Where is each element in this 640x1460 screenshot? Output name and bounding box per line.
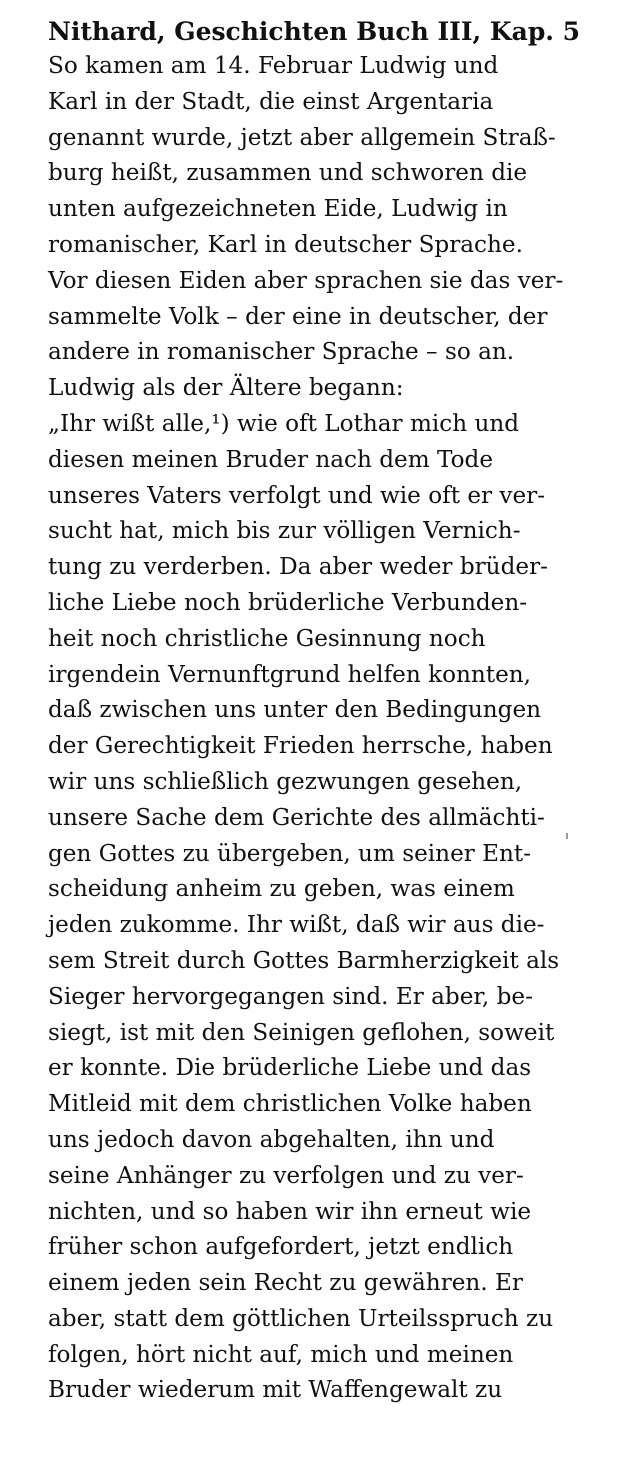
text-line: daß zwischen uns unter den Bedingungen	[48, 697, 542, 724]
page-heading: Nithard, Geschichten Buch III, Kap. 5	[48, 17, 581, 46]
text-line: sem Streit durch Gottes Barmherzigkeit als	[48, 947, 560, 974]
text-line: Vor diesen Eiden aber sprachen sie das ver-	[48, 267, 564, 294]
text-line: So kamen am 14. Februar Ludwig und	[48, 53, 499, 79]
text-line: er konnte. Die brüderliche Liebe und das	[48, 1055, 532, 1082]
text-line: seine Anhänger zu verfolgen und zu ver-	[48, 1162, 524, 1189]
text-line: Karl in der Stadt, die einst Argentaria	[48, 88, 494, 115]
text-line: einem jeden sein Recht zu gewähren. Er	[48, 1270, 523, 1297]
text-line: wir uns schließlich gezwungen gesehen,	[48, 768, 523, 795]
text-line: aber, statt dem göttlichen Urteilsspruch zu	[48, 1305, 554, 1332]
text-line: diesen meinen Bruder nach dem Tode	[48, 446, 494, 473]
text-line: der Gerechtigkeit Frieden herrsche, haben	[48, 733, 553, 760]
text-line: früher schon aufgefordert, jetzt endlich	[48, 1234, 514, 1261]
text-line: „Ihr wißt alle,¹) wie oft Lothar mich und	[48, 410, 520, 437]
text-line: Sieger hervorgegangen sind. Er aber, be-	[48, 983, 533, 1010]
text-line: folgen, hört nicht auf, mich und meinen	[48, 1341, 514, 1368]
text-line: jeden zukomme. Ihr wißt, daß wir aus die-	[48, 912, 545, 939]
body-text	[48, 49, 640, 1409]
text-line: siegt, ist mit den Seinigen geflohen, soweit	[48, 1019, 555, 1046]
text-line: genannt wurde, jetzt aber allgemein Straß-	[48, 124, 556, 151]
text-line: tung zu verderben. Da aber weder brüder-	[48, 554, 548, 581]
text-line: unten aufgezeichneten Eide, Ludwig in	[48, 196, 508, 223]
text-line: unseres Vaters verfolgt und wie oft er ver-	[48, 482, 546, 509]
text-line: nichten, und so haben wir ihn erneut wie	[48, 1198, 532, 1225]
margin-mark	[566, 833, 568, 839]
text-line: heit noch christliche Gesinnung noch	[48, 625, 486, 652]
text-line: gen Gottes zu übergeben, um seiner Ent-	[48, 840, 532, 867]
text-line: liche Liebe noch brüderliche Verbunden-	[48, 589, 528, 616]
text-line: unsere Sache dem Gerichte des allmächti-	[48, 804, 545, 831]
text-line: andere in romanischer Sprache – so an.	[48, 339, 515, 366]
text-line: sammelte Volk – der eine in deutscher, der	[48, 303, 548, 330]
text-line: scheidung anheim zu geben, was einem	[48, 876, 515, 903]
text-line: uns jedoch davon abgehalten, ihn und	[48, 1126, 495, 1153]
text-line: Bruder wiederum mit Waffengewalt zu	[48, 1377, 503, 1404]
text-line: Mitleid mit dem christlichen Volke haben	[48, 1091, 532, 1118]
text-line: romanischer, Karl in deutscher Sprache.	[48, 231, 523, 258]
text-line: burg heißt, zusammen und schworen die	[48, 160, 528, 187]
text-line: sucht hat, mich bis zur völligen Vernich-	[48, 518, 521, 545]
text-line: Ludwig als der Ältere begann:	[48, 375, 404, 402]
text-line: irgendein Vernunftgrund helfen konnten,	[48, 661, 532, 688]
